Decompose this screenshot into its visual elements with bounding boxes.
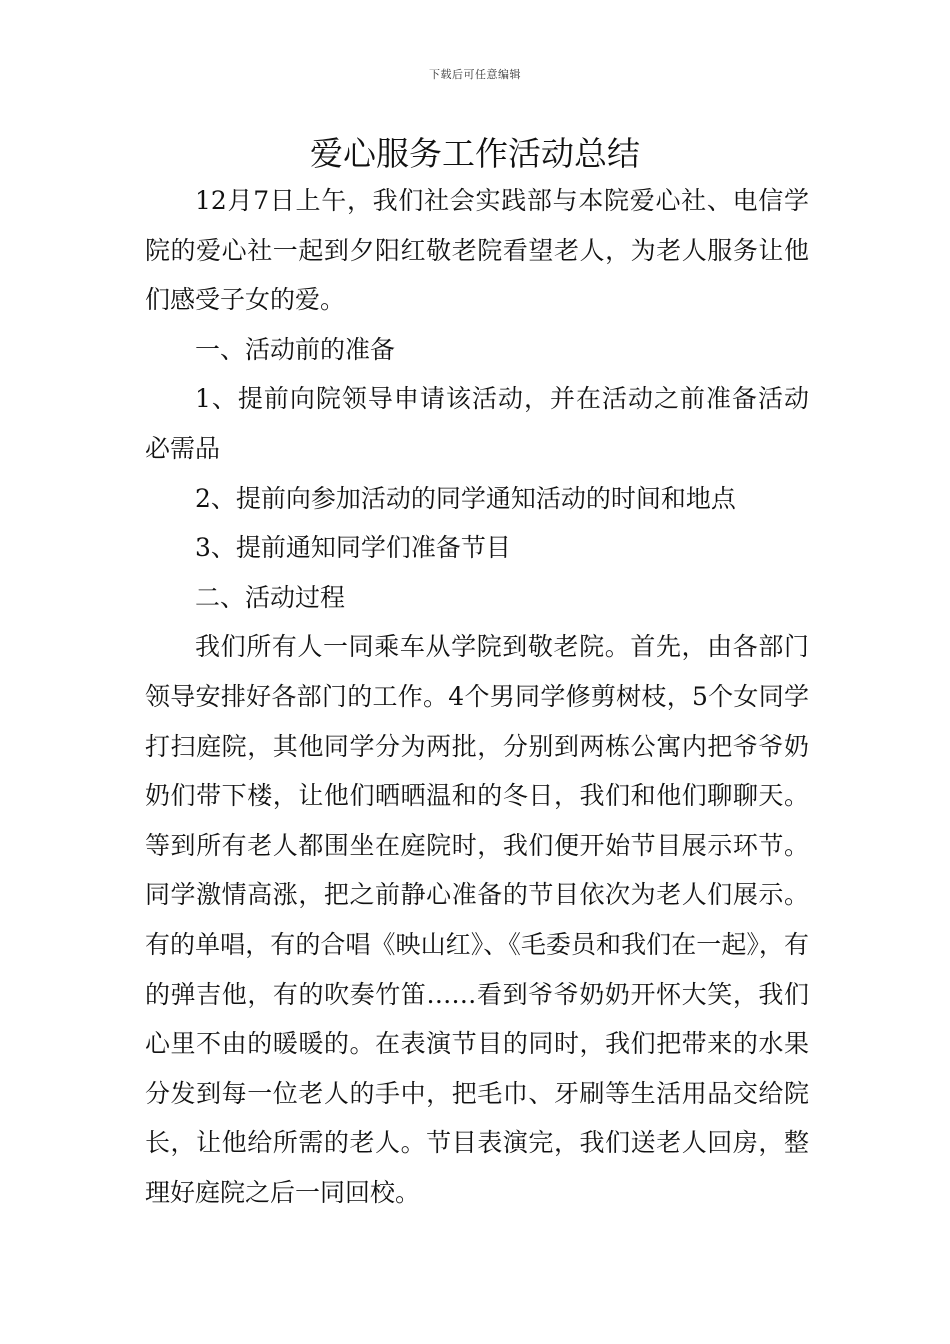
- section-heading-preparation: 一、活动前的准备: [195, 334, 396, 364]
- preparation-item-2: 2、提前向参加活动的同学通知活动的时间和地点: [195, 483, 736, 513]
- document-body: [145, 176, 809, 1217]
- preparation-item-3: 3、提前通知同学们准备节目: [195, 533, 511, 563]
- intro-paragraph: 12月7日上午，我们社会实践部与本院爱心社、电信学院的爱心社一起到夕阳红敬老院看望老人，为老人服务让他们感受子女的爱。: [145, 186, 809, 315]
- header-note: 下载后可任意编辑: [429, 68, 521, 81]
- preparation-item-1: 1、提前向院领导申请该活动，并在活动之前准备活动必需品: [145, 384, 809, 463]
- section-heading-process: 二、活动过程: [195, 582, 346, 612]
- document-title: 爱心服务工作活动总结: [310, 134, 640, 173]
- process-paragraph: 我们所有人一同乘车从学院到敬老院。首先，由各部门领导安排好各部门的工作。4个男同学修剪树枝，5个女同学打扫庭院，其他同学分为两批，分别到两栋公寓内把爷爷奶奶们带下楼，让他们晒晒温和的冬日，我们和他们聊聊天。等到所有老人都围坐在庭院时，我们便开始节目展示环节。同学激情高涨，把之前静心准备的节目依次为老人们展示。有的单唱，有的合唱《映山红》、《毛委员和我们在一起》，有的弹吉他，有的吹奏竹笛……看到爷爷奶奶开怀大笑，我们心里不由的暖暖的。在表演节目的同时，我们把带来的水果分发到每一位老人的手中，把毛巾、牙刷等生活用品交给院长，让他给所需的老人。节目表演完，我们送老人回房，整理好庭院之后一同回校。: [145, 632, 809, 1207]
